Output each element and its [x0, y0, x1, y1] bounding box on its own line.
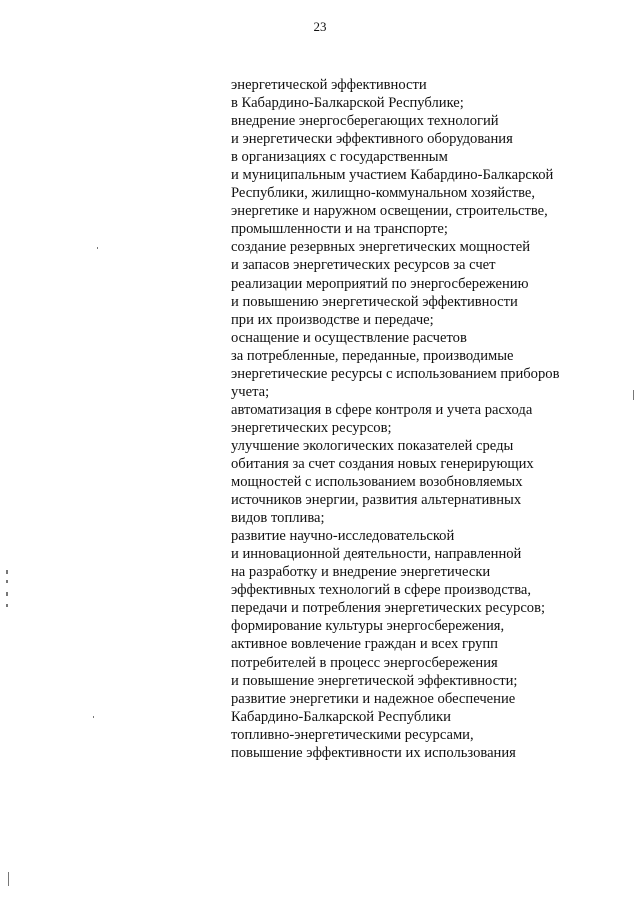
text-line: и энергетически эффективного оборудования: [231, 131, 513, 148]
text-line: энергетических ресурсов;: [231, 419, 392, 436]
text-line: мощностей с использованием возобновляемых: [231, 474, 523, 491]
scan-artifact: [6, 570, 8, 574]
text-line: и инновационной деятельности, направленной: [231, 546, 522, 563]
text-line: учета;: [231, 383, 270, 400]
text-line: потребителей в процесс энергосбережения: [231, 654, 498, 671]
text-line: повышение эффективности их использования: [231, 744, 516, 761]
text-line: за потребленные, переданные, производимые: [231, 347, 514, 364]
text-line: энергетической эффективности: [231, 77, 427, 93]
text-line: внедрение энергосберегающих технологий: [231, 113, 499, 130]
text-line: и запасов энергетических ресурсов за счет: [231, 257, 496, 274]
text-line: активное вовлечение граждан и всех групп: [231, 636, 498, 653]
text-line: источников энергии, развития альтернативных: [231, 492, 522, 509]
scan-artifact: [6, 580, 8, 583]
text-line: создание резервных энергетических мощностей: [231, 239, 531, 256]
scan-artifact: [97, 247, 98, 249]
text-line: и повышению энергетической эффективности: [231, 293, 518, 310]
body-text: [231, 76, 601, 762]
text-line: эффективных технологий в сфере производства,: [231, 582, 532, 599]
text-line: в организациях с государственным: [231, 149, 448, 166]
text-line: обитания за счет создания новых генерирующих: [231, 455, 534, 472]
scan-artifact: [8, 872, 9, 886]
text-line: промышленности и на транспорте;: [231, 221, 448, 238]
text-line: и муниципальным участием Кабардино-Балкарской: [231, 167, 554, 184]
text-line: в Кабардино-Балкарской Республике;: [231, 95, 464, 112]
text-line: топливно-энергетическими ресурсами,: [231, 726, 474, 743]
text-line: энергетике и наружном освещении, строительстве,: [231, 203, 548, 220]
text-line: развитие научно-исследовательской: [231, 528, 455, 545]
text-line: автоматизация в сфере контроля и учета расхода: [231, 401, 533, 418]
scan-artifact: [6, 604, 8, 607]
scan-artifact: [6, 592, 8, 596]
scan-artifact: [93, 716, 94, 718]
text-line: улучшение экологических показателей среды: [231, 437, 514, 454]
text-line: видов топлива;: [231, 510, 325, 527]
text-line: оснащение и осуществление расчетов: [231, 329, 467, 346]
text-line: формирование культуры энергосбережения,: [231, 618, 505, 635]
page-number: 23: [313, 19, 327, 34]
text-line: реализации мероприятий по энергосбережению: [231, 275, 529, 292]
text-line: на разработку и внедрение энергетически: [231, 564, 491, 581]
text-line: и повышение энергетической эффективности;: [231, 672, 518, 689]
text-line: при их производстве и передаче;: [231, 311, 434, 328]
text-line: Кабардино-Балкарской Республики: [231, 708, 451, 725]
text-line: энергетические ресурсы с использованием приборов: [231, 365, 560, 382]
text-line: передачи и потребления энергетических ресурсов;: [231, 600, 546, 617]
scan-artifact: [633, 390, 634, 400]
text-line: Республики, жилищно-коммунальном хозяйстве,: [231, 185, 536, 202]
text-line: развитие энергетики и надежное обеспечение: [231, 690, 516, 707]
